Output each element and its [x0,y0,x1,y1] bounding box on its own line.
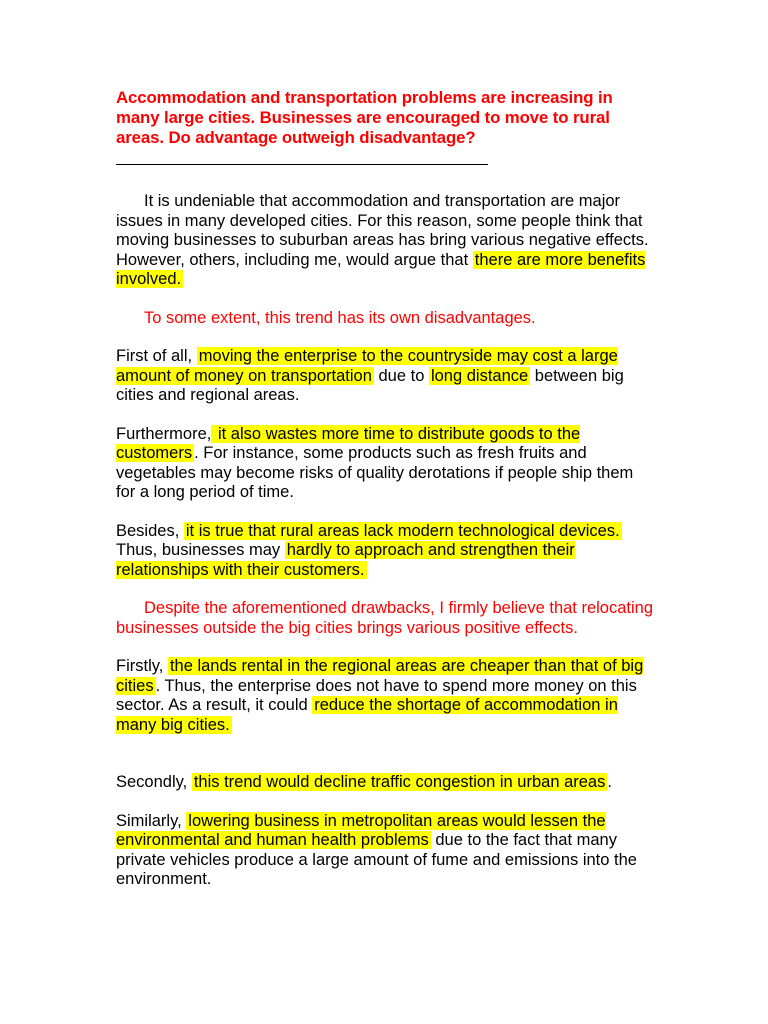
paragraph-besides [116,522,656,581]
para1-mid: due to [373,366,429,385]
essay-page [116,88,656,890]
para1-highlight-1: moving the enterprise to the countryside may cost a large amount of money on transportation [116,347,618,385]
para3-mid: Thus, businesses may [116,541,285,559]
para3-highlight-1: it is true that rural areas lack modern technological devices. [185,521,620,540]
intro-highlight: there are more benefits involved. [116,250,646,288]
para5-highlight-1: this trend would decline traffic congestion in urban areas [193,773,606,791]
para3-highlight-2: hardly to approach and strengthen their relationships with their customers. [116,541,575,579]
title-underline [116,164,488,165]
para1-lead: First of all, [116,347,197,365]
para1-tail: between big cities and regional areas. [116,366,624,404]
advantages-heading: Despite the aforementioned drawbacks, I firmly believe that relocating businesses outside the big cities brings various positive effects. [116,599,654,637]
para2-highlight-1: it also wastes more time to distribute goods to the customers [116,424,581,462]
paragraph-similarly [116,812,656,890]
para4-highlight-1: the lands rental in the regional areas are cheaper than that of big cities [116,657,644,695]
essay-title [116,88,656,148]
para4-mid: . Thus, the enterprise does not have to spend more money on this sector. As a result, it could [116,676,637,714]
para5-lead: Secondly, [116,773,192,791]
paragraph-firstly [116,657,656,735]
disadvantages-heading: To some extent, this trend has its own disadvantages. [144,308,536,327]
para1-highlight-2: long distance [430,366,529,385]
paragraph-first-of-all [116,347,656,406]
para3-lead: Besides, [116,521,184,540]
para2-tail: . For instance, some products such as fresh fruits and vegetables may become risks of quality derotations if people ship them for a long period of time. [116,444,634,501]
para2-lead: Furthermore, [116,424,212,443]
para5-tail: . [607,773,612,791]
para4-lead: Firstly, [116,657,168,675]
para6-lead: Similarly, [116,811,187,830]
para6-highlight-1: lowering business in metropolitan areas would lessen the environmental and human health problems [116,811,606,849]
essay-title-text: Accommodation and transportation problems are increasing in many large cities. Businesses are encouraged to move to rural areas. Do advantage outweigh disadvantage? [116,88,613,147]
paragraph-secondly [116,773,656,793]
para6-tail: due to the fact that many private vehicles produce a large amount of fume and emissions into the environment. [116,831,637,888]
intro-paragraph [116,192,656,290]
para4-highlight-2: reduce the shortage of accommodation in many big cities. [116,696,618,734]
intro-text: It is undeniable that accommodation and transportation are major issues in many developed cities. For this reason, some people think that moving businesses to suburban areas has bring various negative effects. However, others, including me, would argue that [116,192,649,269]
paragraph-furthermore [116,425,656,503]
